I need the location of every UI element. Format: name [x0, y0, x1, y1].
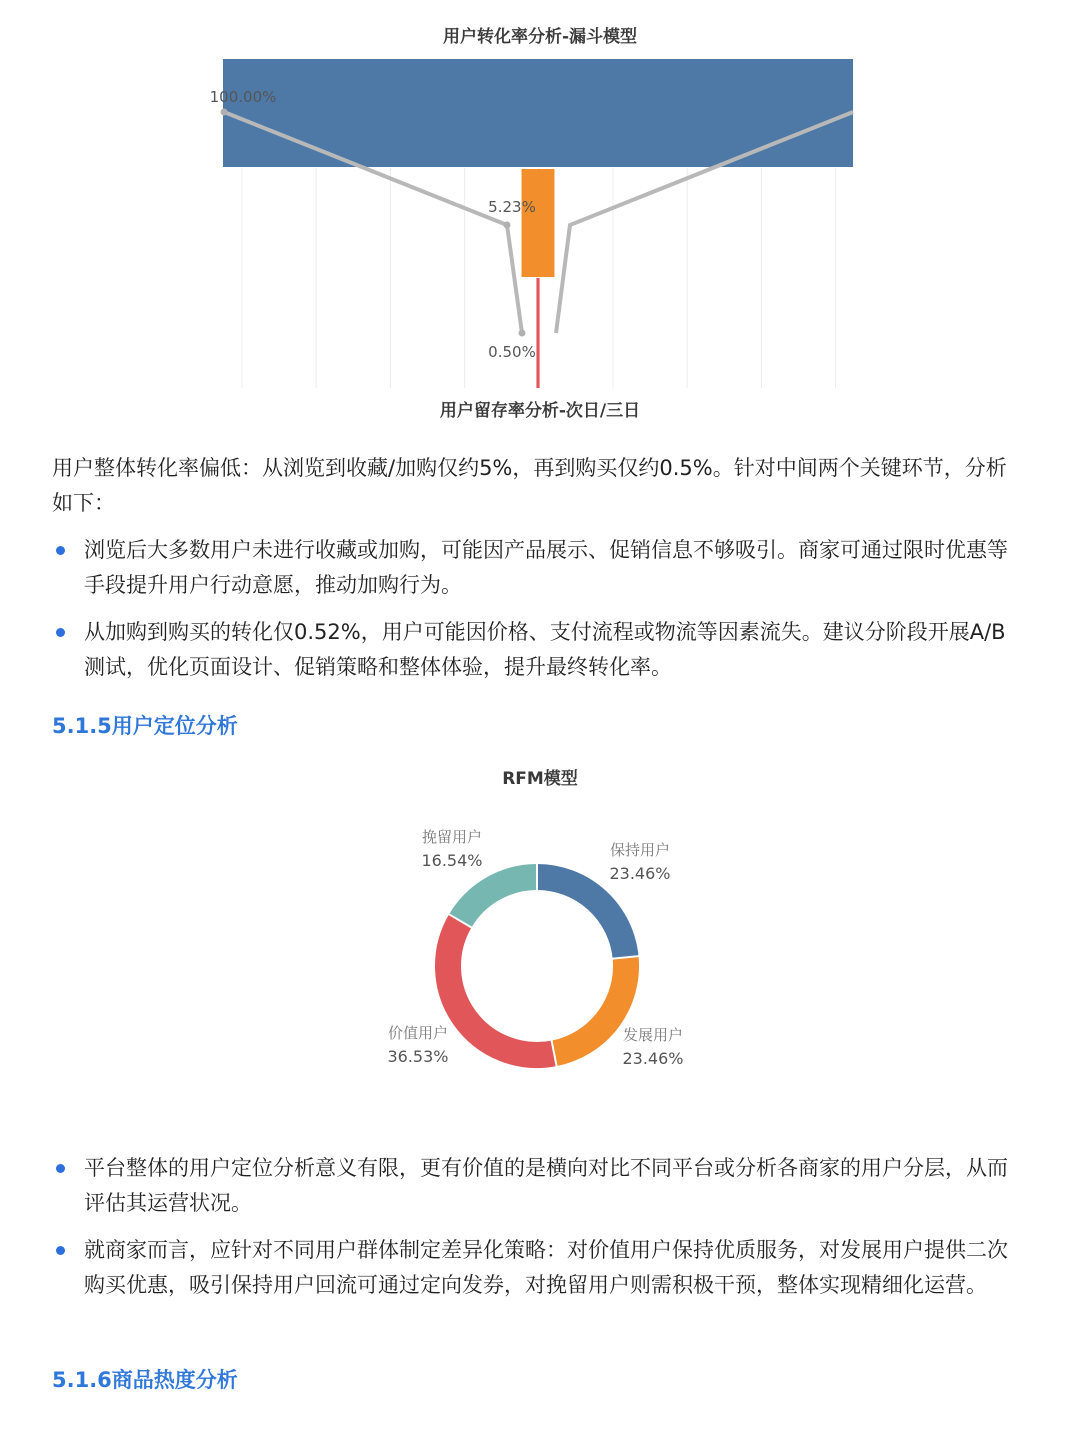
funnel-data-label: 100.00%: [209, 88, 277, 106]
donut-slice: [537, 877, 626, 957]
rfm-chart-title: RFM模型: [502, 769, 578, 789]
donut-category-label: 保持用户: [609, 841, 671, 859]
bullet-dot-icon: [56, 1164, 65, 1173]
funnel-chart-title: 用户转化率分析-漏斗模型: [442, 27, 638, 47]
funnel-point: [504, 222, 511, 229]
donut-value-label: 23.46%: [622, 1049, 684, 1068]
donut-category-label: 价值用户: [387, 1024, 449, 1042]
bullet-dot-icon: [56, 546, 65, 555]
bullet-dot-icon: [56, 1246, 65, 1255]
funnel-point: [519, 330, 526, 337]
intro-paragraph: 用户整体转化率偏低：从浏览到收藏/加购仅约5%，再到购买仅约0.5%。针对中间两个关键环节，分析如下：: [52, 456, 1007, 515]
funnel-data-label: 5.23%: [488, 198, 536, 216]
funnel-point: [221, 109, 228, 116]
funnel-chart: [0, 50, 1080, 395]
rfm-donut-chart: [0, 800, 1080, 1100]
list-item-text: 从加购到购买的转化仅0.52%，用户可能因价格、支付流程或物流等因素流失。建议分阶段开展A/B测试，优化页面设计、促销策略和整体体验，提升最终转化率。: [84, 620, 1006, 679]
section-heading: 5.1.6商品热度分析: [52, 1368, 238, 1392]
donut-slice: [554, 957, 626, 1053]
section-heading: 5.1.5用户定位分析: [52, 714, 238, 738]
funnel-bar: [522, 169, 555, 277]
donut-value-label: 23.46%: [609, 864, 671, 883]
list-item-text: 平台整体的用户定位分析意义有限，更有价值的是横向对比不同平台或分析各商家的用户分层，从而评估其运营状况。: [84, 1156, 1008, 1215]
donut-slice: [448, 921, 554, 1055]
donut-category-label: 挽留用户: [421, 828, 483, 846]
donut-slice: [460, 877, 537, 921]
bullet-dot-icon: [56, 628, 65, 637]
donut-value-label: 36.53%: [387, 1047, 449, 1066]
funnel-chart-subtitle: 用户留存率分析-次日/三日: [439, 401, 641, 421]
funnel-bar: [536, 278, 539, 388]
donut-value-label: 16.54%: [421, 851, 483, 870]
funnel-data-label: 0.50%: [488, 343, 536, 361]
list-item-text: 就商家而言，应针对不同用户群体制定差异化策略：对价值用户保持优质服务，对发展用户提供二次购买优惠，吸引保持用户回流可通过定向发券，对挽留用户则需积极干预，整体实现精细化运营。: [84, 1238, 1008, 1297]
donut-category-label: 发展用户: [622, 1026, 684, 1044]
list-item-text: 浏览后大多数用户未进行收藏或加购，可能因产品展示、促销信息不够吸引。商家可通过限时优惠等手段提升用户行动意愿，推动加购行为。: [84, 538, 1008, 597]
